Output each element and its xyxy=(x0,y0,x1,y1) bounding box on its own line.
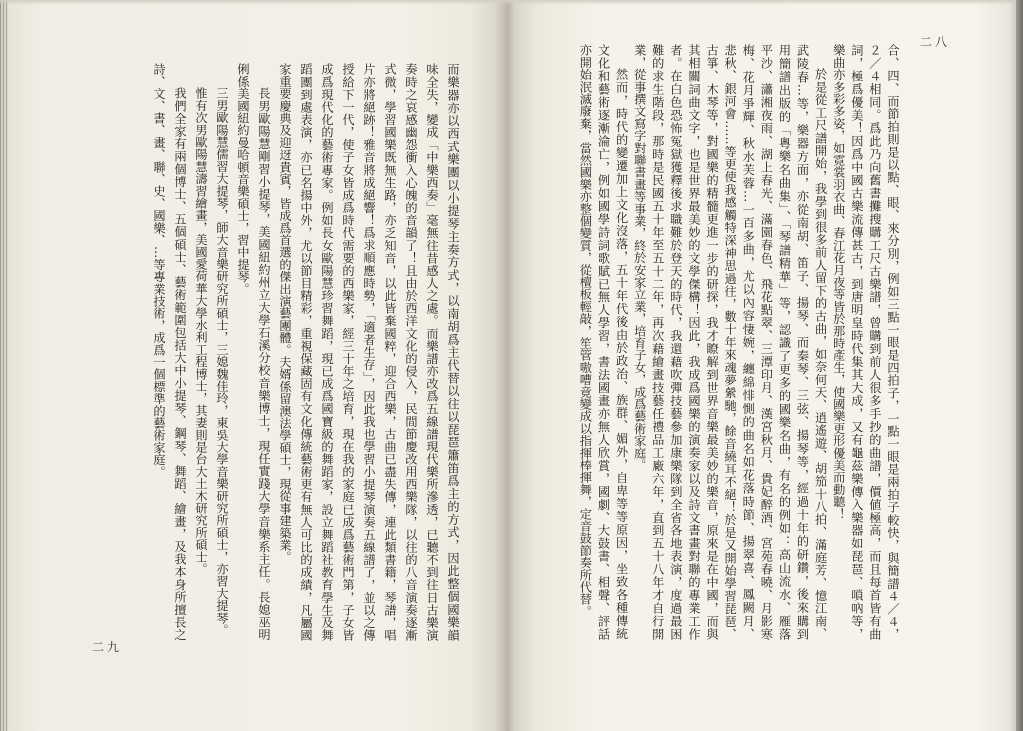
text-column: 長男歐陽慧剛習小提琴，美國紐約州立大學石溪分校音樂博士，現任實踐大學音樂系主任。長媳巫明 xyxy=(257,87,271,641)
left-page-text xyxy=(148,63,463,641)
text-column: 然而，時代的變遷加上文化沒落，五十年代後由於政治、族群、媚外，自卑等等原因，坐致各種傳統 xyxy=(614,68,629,640)
text-column: 片亦將絕跡！雅音將成絕響！爲求順應時勢，「適者生存」，因此我也學習小提琴演奏五線譜了，並以之傳 xyxy=(362,63,376,641)
text-column: 奏時之哀感幽怨衝入心魄的音韻了！且由於西洋文化的侵入，民間節慶改用西樂隊，以往的八音演奏逐漸 xyxy=(404,63,418,641)
text-column: 其相關詞曲文字，也是世界最美妙的文學傑構！因此，我成爲國樂的演奏家以及詩文書畫對聯的專業工作 xyxy=(686,44,701,640)
text-column: 詞，極爲優美！因爲中國古樂流傳甚古，到唐明皇時代集其大成，又有龜茲樂傳入樂器如琵琶、嗩吶等， xyxy=(849,44,864,640)
text-column: 文化和藝術逐漸淪亡，例如國學詩詞歌賦已無人學習，書法國畫亦無人欣賞，國劇、大鼓書、相聲、評話 xyxy=(596,44,611,640)
text-column: 於是從工尺譜開始，我學到很多前人留下的古曲，如奈何天、逍遙遊、胡笳十八拍、滿庭芳、憶江南、 xyxy=(813,68,828,640)
text-column: 武陵春…等，樂器方面，亦從南胡、笛子、揚琴、而秦琴、三弦、揚琴等，經過十年的研鑽，後來購到 xyxy=(795,44,810,640)
text-column: 而樂器亦以西式樂團以小提琴主奏方式，以南胡爲主代替以往以琵琶簫笛爲主的方式，因此整個國樂韻 xyxy=(446,63,460,641)
text-column: 悲秋、銀河會……等更使我感觸特深神思過往，數十年來魂夢縈馳，餘音繞耳不絕！於是又開始學習琵琶、 xyxy=(723,44,738,640)
text-column: 惟有次男歐陽慧濤習繪畫，美國愛荷華大學水利工程博士，其妻則是台大土木研究所碩士。 xyxy=(194,87,208,576)
page-stack-edge xyxy=(0,0,8,731)
text-column: 家重要慶典及迎迓貴賓，皆成爲首選的傑出演藝團體。夫婿係留澳法學碩士，現從事建築業。 xyxy=(278,63,292,564)
text-column: 用簡譜出版的「粵樂名曲集」、「琴譜精華」等，認識了更多的國樂名曲，有名的例如：高山流水、雁落 xyxy=(777,44,792,640)
text-column: 成爲現代化的藝術專家。例如長女歐陽慧珍習舞蹈，現已成爲國寶級的舞蹈家，設立舞蹈社教育學生及舞 xyxy=(320,63,334,641)
text-column: 業，從事撰文寫字對聯書畫等事業，終於安家立業，培育子女，成爲藝術家庭。 xyxy=(632,44,647,471)
text-column: 難的求生階段，那時是民國五十年至五十二年，再次藉繪畫技藝任禮品工廠六年，直到五十八年才自行開 xyxy=(650,44,665,640)
text-column: 合、四、而節拍則是以點、眼、來分別，例如三點一眼是四拍子，一點一眼是兩拍子較快，與簡譜４／４， xyxy=(886,44,900,640)
text-column: 樂曲亦多彩多姿，如霓裳羽衣曲、春江花月夜等皆於那時產生，使國樂更形優美而動聽！ xyxy=(831,44,846,520)
top-shadow xyxy=(0,0,1016,5)
text-column: 古箏、木琴等，對國樂的精髓更進一步的研探，我才瞭解到世界音樂最美妙的樂音，原來是在中國，而與 xyxy=(705,44,720,640)
text-column: 者。在白色恐怖冤獄獲釋後求職難於登天的時代，我還藉吹彈技藝參加康樂隊到全省各地表演，度過最困 xyxy=(668,44,683,640)
page-number: 二九 xyxy=(92,640,123,654)
text-column: 詩、文、書、畫、聯、史、國樂、…等專業技術，成爲一個標準的藝術家庭。 xyxy=(152,63,166,478)
text-column: 授給下一代，使子女皆成爲時代需要的西樂家，經三十年之培育，現在我的家庭已成爲藝術門第，子女皆 xyxy=(341,63,355,641)
text-column: 亦開始泯滅廢棄，當然國樂亦整個變質，從檀板輕敲，笙管嗷嘈竟變成以指揮棒揮舞，定音鼓節奏所代替。 xyxy=(578,44,593,618)
right-page-text xyxy=(576,44,902,640)
text-column: 三男歐陽慧儒習大提琴，師大音樂研究所碩士，三媳魏佳玲，東吳大學音樂研究所碩士，亦習大提琴。 xyxy=(215,87,229,637)
right-page xyxy=(507,0,1016,731)
left-page xyxy=(0,0,507,731)
book-edge xyxy=(1016,0,1023,731)
text-column: 蹈團到處表演，亦已名揚中外，尤以節目精彩，重視保藏固有文化傳統藝術更有無人可比的成績，凡屬國 xyxy=(299,63,313,641)
text-column: 味全失，變成「中樂西奏」毫無往昔感人之處。而樂譜亦改爲五線譜現代樂所滲透，已聽不到往日古樂演 xyxy=(425,63,439,641)
text-column: 式微，學習國樂既無生路，亦乏知音，以此皆棄國粹，迎合西樂，古曲已盡失傳，連此類書籍，琴譜，唱 xyxy=(383,63,397,641)
text-column: ２／４相同。爲此乃向舊書攤搜購工尺古樂譜，曾購到前人很多手抄的曲譜，價値極高，而且每首皆有曲 xyxy=(867,44,882,640)
page-number: 二八 xyxy=(920,35,951,49)
text-column: 俐係美國紐約曼哈頓音樂碩士，習中提琴。 xyxy=(236,63,250,295)
text-column: 梅、花月爭輝、秋水芙蓉…一百多曲，尤以內容悽婉，纏綿悱惻的曲名如花落時節、揚翠喜、鳳闕月、 xyxy=(741,44,756,640)
text-column: 平沙、瀟湘夜雨、湖上春光、滿園春色、飛花點翠、三潭印月、漢宮秋月、貴妃醉酒、宮苑春曉、月影寒 xyxy=(759,44,774,640)
text-column: 我們全家有兩個博士、五個碩士、藝術範圍包括大中小提琴、鋼琴、舞蹈、繪畫，及我本身所擅長之 xyxy=(173,87,187,641)
